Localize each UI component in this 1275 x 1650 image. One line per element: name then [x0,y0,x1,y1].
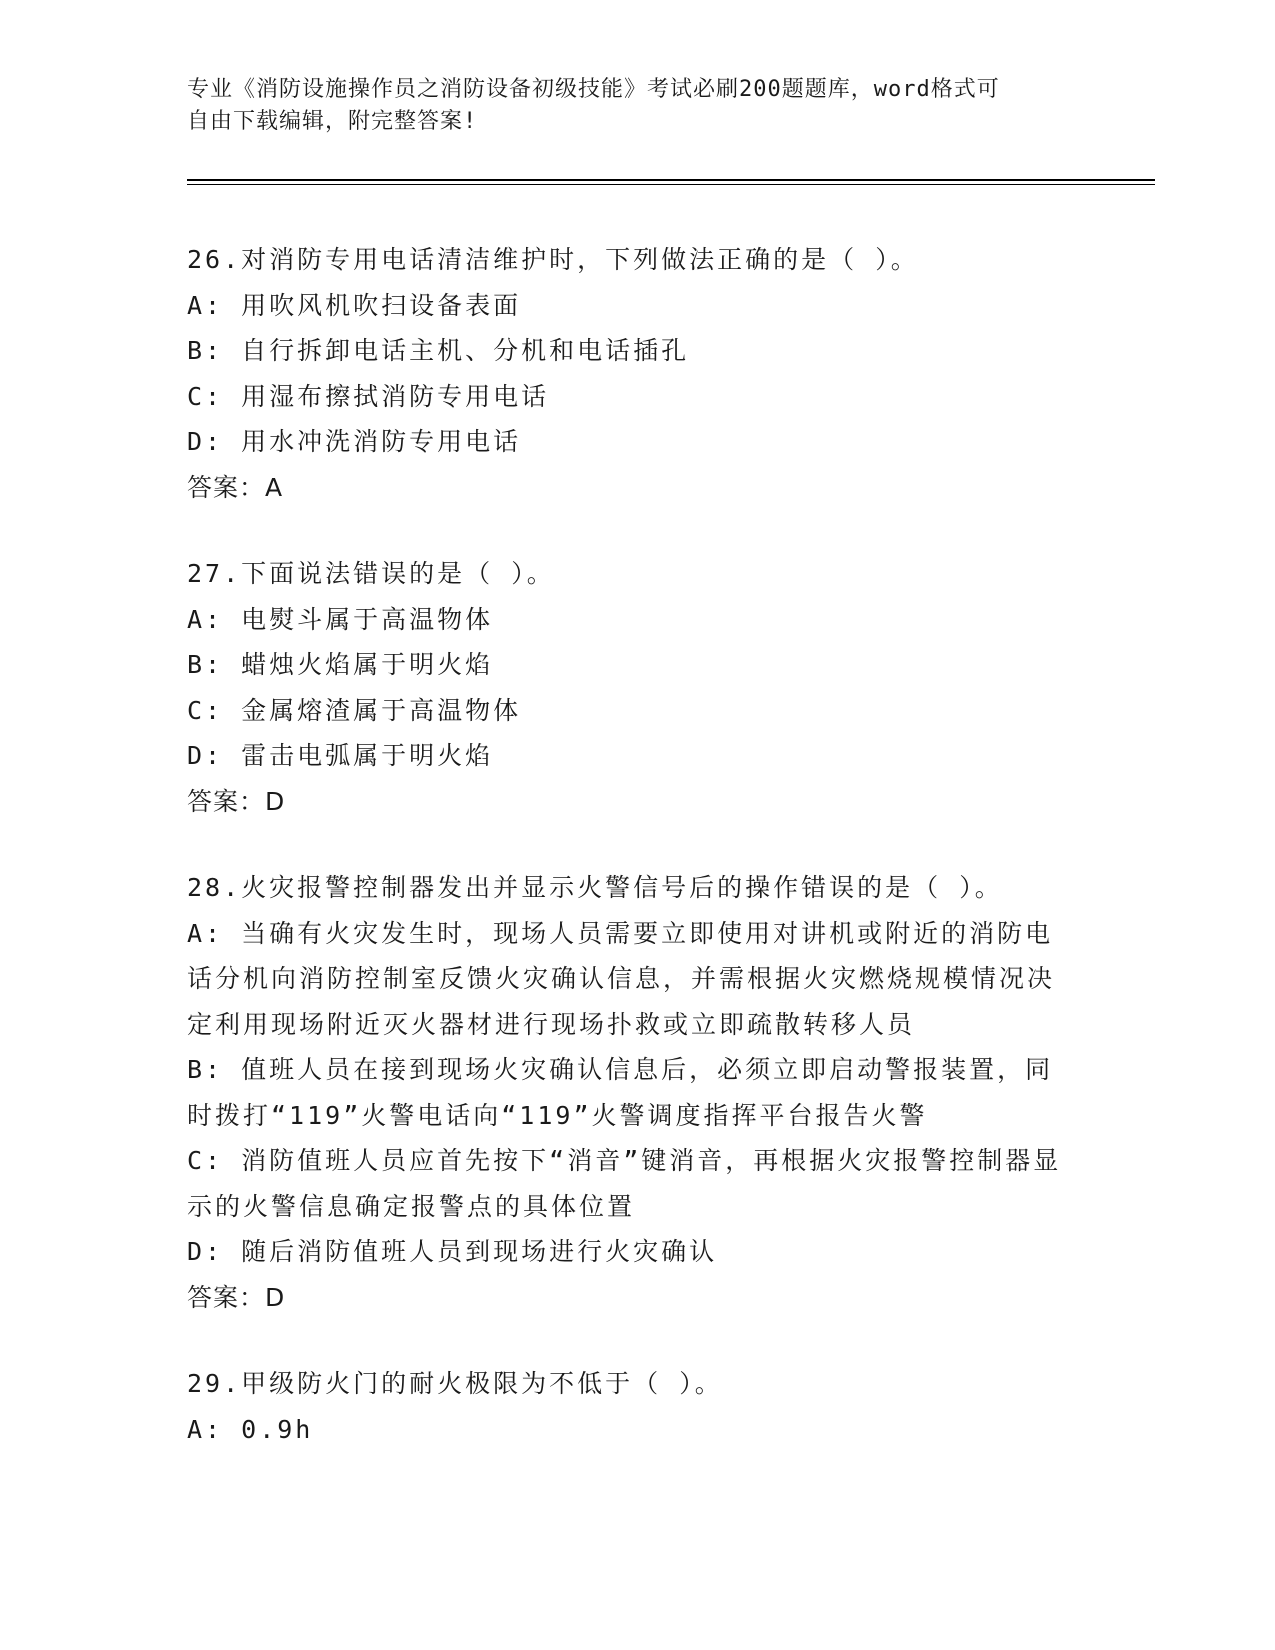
question-stem: 29.甲级防火门的耐火极限为不低于（ ）。 [187,1369,723,1398]
option-c: C: 消防值班人员应首先按下“消音”键消音，再根据火灾报警控制器显示的火警信息确定报警点的具体位置 [187,1146,1062,1221]
header-rule-thin [187,184,1155,185]
answer-label: 答案：D [187,1282,286,1312]
option-b: B: 自行拆卸电话主机、分机和电话插孔 [187,336,690,365]
header-line-1: 专业《消防设施操作员之消防设备初级技能》考试必刷200题题库，word格式可 [187,77,1000,102]
question-stem: 27.下面说法错误的是（ ）。 [187,559,555,588]
question-27 [187,551,1077,824]
answer-label: 答案：D [187,786,286,816]
option-d: D: 用水冲洗消防专用电话 [187,427,522,456]
option-d: D: 雷击电弧属于明火焰 [187,741,494,770]
question-29 [187,1361,1077,1452]
document-header [187,74,1077,138]
option-a: A: 电熨斗属于高温物体 [187,604,494,634]
option-b: B: 蜡烛火焰属于明火焰 [187,650,494,679]
question-stem: 26.对消防专用电话清洁维护时，下列做法正确的是（ ）。 [187,245,919,274]
question-stem: 28.火灾报警控制器发出并显示火警信号后的操作错误的是（ ）。 [187,873,1003,902]
answer-label: 答案：A [187,472,284,502]
option-d: D: 随后消防值班人员到现场进行火灾确认 [187,1237,718,1266]
question-list [187,237,1077,1493]
option-a: A: 用吹风机吹扫设备表面 [187,290,522,320]
option-a: A: 0.9h [187,1414,314,1444]
header-line-2: 自由下载编辑，附完整答案! [187,109,478,134]
option-c: C: 金属熔渣属于高温物体 [187,695,522,725]
option-c: C: 用湿布擦拭消防专用电话 [187,381,550,411]
option-a: A: 当确有火灾发生时，现场人员需要立即使用对讲机或附近的消防电话分机向消防控制室反馈火灾确认信息，并需根据火灾燃烧规模情况决定利用现场附近灭火器材进行现场扑救或立即疏散转移人员 [187,918,1056,1039]
option-b: B: 值班人员在接到现场火灾确认信息后，必须立即启动警报装置，同时拨打“119”火警电话向“119”火警调度指挥平台报告火警 [187,1055,1054,1130]
question-28 [187,865,1077,1320]
header-rule-thick [187,179,1155,181]
question-26 [187,237,1077,510]
